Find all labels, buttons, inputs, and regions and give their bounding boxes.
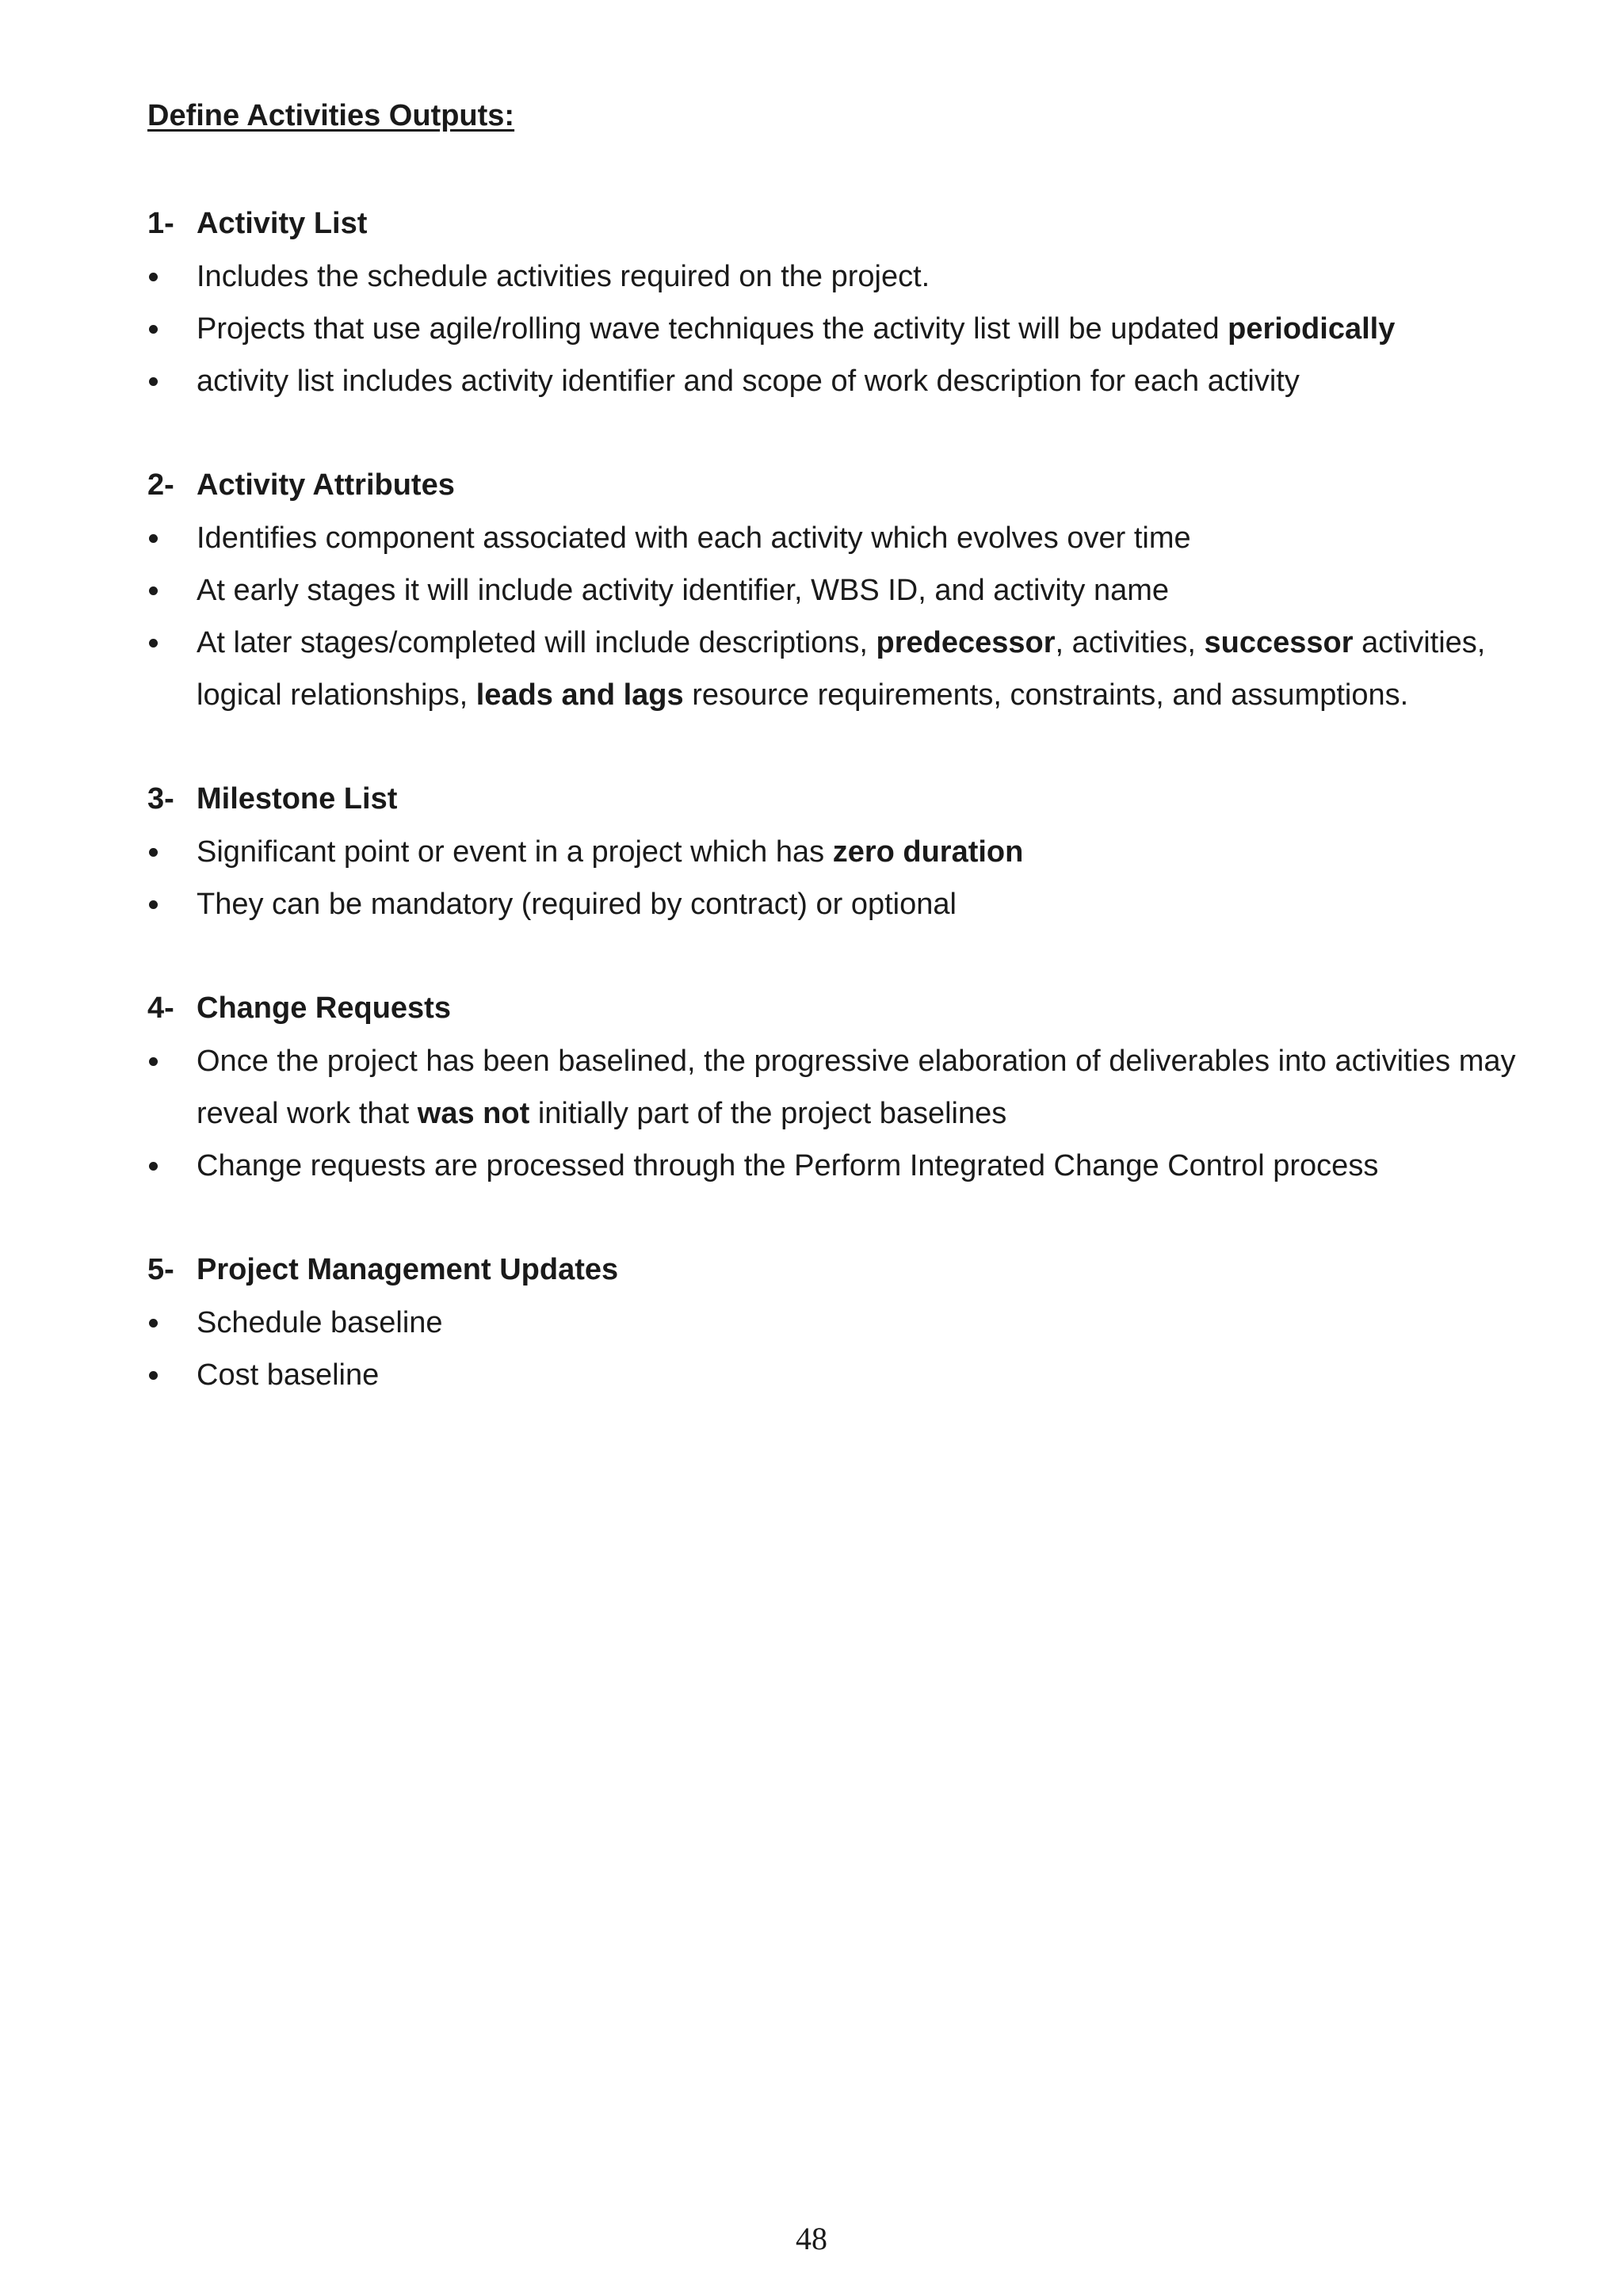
list-item (147, 303, 1526, 355)
bullet-icon (147, 564, 197, 617)
section-heading (147, 981, 1526, 1035)
list-item (147, 1297, 1526, 1349)
bullet-icon (147, 355, 197, 407)
bold-text: predecessor (876, 626, 1056, 659)
text-run: Identifies component associated with each activity which evolves over time (197, 521, 1191, 555)
text-run: Change requests are processed through the Perform Integrated Change Control process (197, 1149, 1379, 1182)
text-run: resource requirements, constraints, and assumptions. (683, 678, 1409, 712)
list-item-text (197, 1297, 1526, 1349)
list-item-text (197, 617, 1526, 721)
text-run: At early stages it will include activity identifier, WBS ID, and activity name (197, 574, 1170, 607)
bullet-icon (147, 303, 197, 355)
list-item-text (197, 1349, 1526, 1401)
bullet-icon (147, 617, 197, 721)
bullet-icon (147, 1035, 197, 1140)
list-item (147, 878, 1526, 930)
list-item-text (197, 512, 1526, 564)
bold-text: zero duration (832, 835, 1024, 869)
list-item (147, 617, 1526, 721)
bold-text: was not (417, 1097, 530, 1130)
list-item (147, 355, 1526, 407)
section (147, 772, 1526, 930)
bullet-icon (147, 1140, 197, 1192)
page-title: Define Activities Outputs: (147, 99, 515, 132)
text-run: Schedule baseline (197, 1306, 443, 1339)
section-number: 5- (147, 1253, 174, 1286)
list-item-text (197, 826, 1526, 878)
list-item-text (197, 303, 1526, 355)
text-run: initially part of the project baselines (529, 1097, 1007, 1130)
text-run: , activities, (1055, 626, 1205, 659)
section-number: 1- (147, 207, 174, 240)
section (147, 1243, 1526, 1401)
section-heading (147, 772, 1526, 826)
section-heading (147, 1243, 1526, 1297)
list-item-text (197, 355, 1526, 407)
section-title: Milestone List (197, 782, 398, 816)
text-run: Includes the schedule activities required on the project. (197, 260, 930, 293)
section (147, 981, 1526, 1192)
text-run: At later stages/completed will include descriptions, (197, 626, 876, 659)
section-title: Activity List (197, 207, 368, 240)
section (147, 458, 1526, 721)
list-item (147, 1035, 1526, 1140)
bullet-icon (147, 826, 197, 878)
list-item-text (197, 878, 1526, 930)
list-item (147, 564, 1526, 617)
section-heading (147, 458, 1526, 512)
list-item (147, 1140, 1526, 1192)
bullet-icon (147, 1297, 197, 1349)
list-item (147, 826, 1526, 878)
document-page (147, 94, 1526, 1452)
list-item (147, 1349, 1526, 1401)
section-title: Change Requests (197, 991, 451, 1025)
text-run: Projects that use agile/rolling wave techniques the activity list will be updated (197, 312, 1228, 346)
list-item (147, 250, 1526, 303)
bold-text: periodically (1228, 312, 1396, 346)
section-number: 2- (147, 468, 174, 502)
bullet-icon (147, 1349, 197, 1401)
list-item-text (197, 250, 1526, 303)
section-title: Project Management Updates (197, 1253, 619, 1286)
list-item-text (197, 1140, 1526, 1192)
bullet-icon (147, 250, 197, 303)
bold-text: leads and lags (475, 678, 684, 712)
page-number: 48 (796, 2221, 827, 2256)
text-run: Once the project has been baselined, the progressive elaboration of deliverables into activities may reveal work that (197, 1045, 1516, 1130)
bold-text: successor (1204, 626, 1354, 659)
section (147, 197, 1526, 407)
text-run: activity list includes activity identifier and scope of work description for each activity (197, 365, 1300, 398)
section-title: Activity Attributes (197, 468, 455, 502)
bullet-icon (147, 878, 197, 930)
section-heading (147, 197, 1526, 250)
text-run: activities, logical relationships, (197, 626, 1486, 712)
sections-container (147, 197, 1526, 1401)
text-run: Significant point or event in a project which has (197, 835, 833, 869)
list-item (147, 512, 1526, 564)
bullet-icon (147, 512, 197, 564)
text-run: They can be mandatory (required by contract) or optional (197, 888, 957, 921)
text-run: Cost baseline (197, 1358, 380, 1392)
list-item-text (197, 564, 1526, 617)
section-number: 4- (147, 991, 174, 1025)
list-item-text (197, 1035, 1526, 1140)
section-number: 3- (147, 782, 174, 816)
